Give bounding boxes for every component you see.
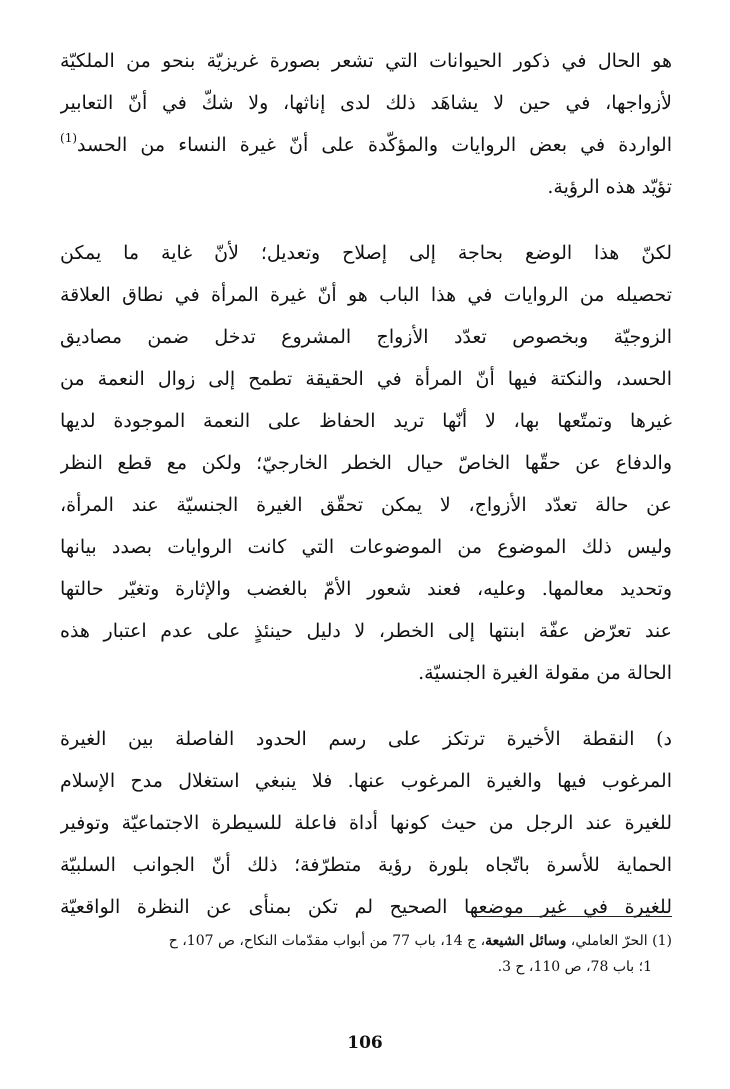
paragraph-line: لكنّ هذا الوضع بحاجة إلى إصلاح وتعديل؛ لأنّ غاية ما يمكن <box>60 242 672 264</box>
paragraph-1 <box>60 40 672 208</box>
paragraph-gap <box>60 208 672 232</box>
paragraph-line: عن حالة تعدّد الأزواج، لا يمكن تحقّق الغيرة الجنسيّة عند المرأة، <box>60 494 672 516</box>
paragraph-line: وليس ذلك الموضوع من الموضوعات التي كانت الروايات بصدد بيانها <box>60 536 672 558</box>
paragraph-line: المرغوب فيها والغيرة المرغوب عنها. فلا ينبغي استغلال مدح الإسلام <box>60 770 672 792</box>
page-number: 106 <box>347 1033 383 1053</box>
footnote-reference: (1) <box>60 131 78 145</box>
paragraph-line: للغيرة عند الرجل من حيث كونها أداة فاعلة للسيطرة الاجتماعيّة وتوفير <box>60 812 672 834</box>
footnote-citation: ، ج 14، باب 77 من أبواب مقدّمات النكاح، ص 107، ح <box>168 933 486 949</box>
paragraph-line: والدفاع عن حقّها الخاصّ حيال الخطر الخارجيّ؛ ولكن مع قطع النظر <box>60 452 672 474</box>
footnote-book-title: وسائل الشيعة <box>485 933 567 949</box>
paragraph-line: غيرها وتمتّعها بها، لا أنّها تريد الحفاظ على النعمة الموجودة لديها <box>60 410 672 432</box>
paragraph-line: تؤيّد هذه الرؤية. <box>547 176 672 198</box>
paragraph-line: د) النقطة الأخيرة ترتكز على رسم الحدود الفاصلة بين الغيرة <box>60 728 672 750</box>
paragraph-line: الحالة من مقولة الغيرة الجنسيّة. <box>418 662 672 684</box>
paragraph-line: الحسد، والنكتة فيها أنّ المرأة في الحقيقة تطمح إلى زوال النعمة من <box>60 368 672 390</box>
paragraph-line: للغيرة في غير موضعها الصحيح لم تكن بمنأى عن النظرة الواقعيّة <box>60 896 672 918</box>
body-text <box>60 40 672 928</box>
paragraph-line-text: الواردة في بعض الروايات والمؤكّدة على أنّ غيرة النساء من الحسد <box>77 134 672 156</box>
paragraph-line <box>60 124 672 166</box>
paragraph-line: لأزواجها، في حين لا يشاهَد ذلك لدى إناثها، ولا شكّ في أنّ التعابير <box>60 92 672 114</box>
paragraph-line: الحماية للأسرة باتّجاه بلورة رؤية متطرّفة؛ ذلك أنّ الجوانب السلبيّة <box>60 854 672 876</box>
footnote-line-continuation: 1؛ باب 78، ص 110، ح 3. <box>497 959 652 975</box>
paragraph-line: عند تعرّض عفّة ابنتها إلى الخطر، لا دليل حينئذٍ على عدم اعتبار هذه <box>60 620 672 642</box>
footnote-number: (1) <box>652 933 672 949</box>
paragraph-gap <box>60 694 672 718</box>
paragraph-line: هو الحال في ذكور الحيوانات التي تشعر بصورة غريزيّة بنحو من الملكيّة <box>60 50 672 72</box>
paragraph-2 <box>60 232 672 694</box>
paragraph-line: الزوجيّة وبخصوص تعدّد الأزواج المشروع تدخل ضمن مصاديق <box>60 326 672 348</box>
paragraph-line: وتحديد معالمها. وعليه، فعند شعور الأمّ بالغضب والإثارة وتغيّر حالتها <box>60 578 672 600</box>
footnote-divider <box>472 916 672 917</box>
paragraph-line: تحصيله من الروايات في هذا الباب هو أنّ غيرة المرأة في نطاق العلاقة <box>60 284 672 306</box>
footnote-author: الحرّ العاملي، <box>566 933 648 949</box>
footnote-line <box>60 928 672 954</box>
paragraph-3 <box>60 718 672 928</box>
footnotes <box>60 928 672 980</box>
